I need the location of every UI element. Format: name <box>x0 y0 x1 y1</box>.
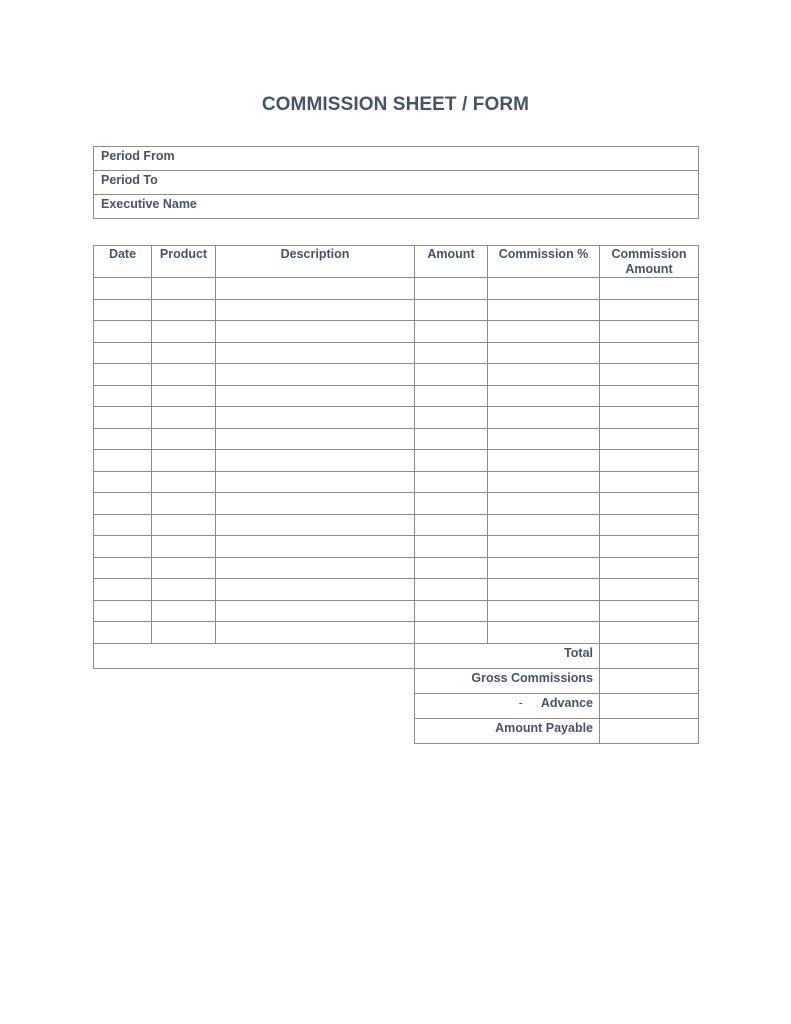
commission-pct-cell[interactable] <box>488 428 600 450</box>
commission-amount-cell[interactable] <box>600 428 699 450</box>
amount-cell[interactable] <box>415 321 488 343</box>
commission-pct-cell[interactable] <box>488 471 600 493</box>
description-cell[interactable] <box>216 536 415 558</box>
date-cell[interactable] <box>94 342 152 364</box>
gross-commissions-label: Gross Commissions <box>415 668 600 693</box>
description-cell[interactable] <box>216 407 415 429</box>
amount-cell[interactable] <box>415 622 488 644</box>
commission-amount-cell[interactable] <box>600 407 699 429</box>
amount-cell[interactable] <box>415 385 488 407</box>
description-cell[interactable] <box>216 342 415 364</box>
commission-pct-cell[interactable] <box>488 622 600 644</box>
description-cell[interactable] <box>216 622 415 644</box>
amount-cell[interactable] <box>415 514 488 536</box>
description-cell[interactable] <box>216 385 415 407</box>
commission-amount-cell[interactable] <box>600 364 699 386</box>
description-cell[interactable] <box>216 514 415 536</box>
amount-cell[interactable] <box>415 428 488 450</box>
total-label: Total <box>415 643 600 668</box>
commission-pct-cell[interactable] <box>488 299 600 321</box>
description-cell[interactable] <box>216 321 415 343</box>
amount-payable-label: Amount Payable <box>415 718 600 743</box>
table-row <box>94 342 699 364</box>
product-cell[interactable] <box>152 557 216 579</box>
commission-amount-cell[interactable] <box>600 493 699 515</box>
commission-pct-cell[interactable] <box>488 579 600 601</box>
total-row <box>94 643 699 668</box>
spacer <box>94 668 415 693</box>
commission-amount-cell[interactable] <box>600 557 699 579</box>
amount-cell[interactable] <box>415 364 488 386</box>
date-cell[interactable] <box>94 278 152 300</box>
table-row <box>94 514 699 536</box>
description-cell[interactable] <box>216 600 415 622</box>
table-row <box>94 385 699 407</box>
table-row <box>94 622 699 644</box>
amount-cell[interactable] <box>415 600 488 622</box>
period-from-field[interactable] <box>94 147 699 171</box>
table-header-row <box>94 246 699 278</box>
date-cell[interactable] <box>94 364 152 386</box>
product-header: Product <box>152 246 216 278</box>
amount-cell[interactable] <box>415 342 488 364</box>
commission-pct-cell[interactable] <box>488 364 600 386</box>
product-cell[interactable] <box>152 579 216 601</box>
description-cell[interactable] <box>216 579 415 601</box>
commission-amount-cell[interactable] <box>600 579 699 601</box>
commission-pct-header: Commission % <box>488 246 600 278</box>
table-row <box>94 493 699 515</box>
advance-value-cell[interactable] <box>600 693 699 718</box>
description-cell[interactable] <box>216 364 415 386</box>
date-cell[interactable] <box>94 321 152 343</box>
product-cell[interactable] <box>152 364 216 386</box>
table-row <box>94 321 699 343</box>
product-cell[interactable] <box>152 407 216 429</box>
product-cell[interactable] <box>152 536 216 558</box>
commission-pct-cell[interactable] <box>488 493 600 515</box>
table-row <box>94 428 699 450</box>
product-cell[interactable] <box>152 600 216 622</box>
product-cell[interactable] <box>152 385 216 407</box>
advance-label: Advance <box>540 695 593 710</box>
date-cell[interactable] <box>94 557 152 579</box>
product-cell[interactable] <box>152 278 216 300</box>
amount-cell[interactable] <box>415 407 488 429</box>
date-cell[interactable] <box>94 493 152 515</box>
commission-amount-header: Commission Amount <box>600 246 699 278</box>
product-cell[interactable] <box>152 428 216 450</box>
amount-cell[interactable] <box>415 471 488 493</box>
commission-pct-cell[interactable] <box>488 514 600 536</box>
executive-name-row <box>94 195 699 219</box>
table-row <box>94 579 699 601</box>
description-cell[interactable] <box>216 493 415 515</box>
table-row <box>94 557 699 579</box>
date-cell[interactable] <box>94 622 152 644</box>
table-row <box>94 536 699 558</box>
amount-cell[interactable] <box>415 579 488 601</box>
date-header: Date <box>94 246 152 278</box>
date-cell[interactable] <box>94 536 152 558</box>
commission-amount-cell[interactable] <box>600 471 699 493</box>
description-cell[interactable] <box>216 471 415 493</box>
period-to-label: Period To <box>101 173 158 187</box>
commission-amount-cell[interactable] <box>600 278 699 300</box>
amount-cell[interactable] <box>415 450 488 472</box>
description-cell[interactable] <box>216 428 415 450</box>
commission-amount-cell[interactable] <box>600 536 699 558</box>
date-cell[interactable] <box>94 450 152 472</box>
amount-cell[interactable] <box>415 299 488 321</box>
spacer <box>94 693 415 718</box>
executive-name-field[interactable] <box>94 195 699 219</box>
date-cell[interactable] <box>94 471 152 493</box>
period-from-row <box>94 147 699 171</box>
commission-amount-cell[interactable] <box>600 600 699 622</box>
table-row <box>94 278 699 300</box>
table-row <box>94 450 699 472</box>
advance-dash: - <box>518 695 523 710</box>
commission-pct-cell[interactable] <box>488 385 600 407</box>
advance-row <box>94 693 699 718</box>
commission-amount-cell[interactable] <box>600 622 699 644</box>
product-cell[interactable] <box>152 299 216 321</box>
commission-pct-cell[interactable] <box>488 536 600 558</box>
date-cell[interactable] <box>94 407 152 429</box>
product-cell[interactable] <box>152 514 216 536</box>
amount-cell[interactable] <box>415 278 488 300</box>
commission-amount-cell[interactable] <box>600 385 699 407</box>
commission-pct-cell[interactable] <box>488 321 600 343</box>
commission-amount-cell[interactable] <box>600 299 699 321</box>
amount-cell[interactable] <box>415 493 488 515</box>
description-cell[interactable] <box>216 299 415 321</box>
date-cell[interactable] <box>94 579 152 601</box>
commission-amount-cell[interactable] <box>600 321 699 343</box>
table-row <box>94 364 699 386</box>
table-row <box>94 471 699 493</box>
gross-commissions-row <box>94 668 699 693</box>
advance-label-cell <box>415 693 600 718</box>
description-cell[interactable] <box>216 557 415 579</box>
commission-pct-cell[interactable] <box>488 407 600 429</box>
spacer <box>94 718 415 743</box>
commission-pct-cell[interactable] <box>488 557 600 579</box>
period-from-label: Period From <box>101 149 175 163</box>
total-value-cell[interactable] <box>600 643 699 668</box>
commission-amount-cell[interactable] <box>600 342 699 364</box>
period-to-field[interactable] <box>94 171 699 195</box>
commission-pct-cell[interactable] <box>488 342 600 364</box>
commission-pct-cell[interactable] <box>488 278 600 300</box>
commission-table <box>93 245 699 744</box>
description-cell[interactable] <box>216 450 415 472</box>
page-title: COMMISSION SHEET / FORM <box>261 94 530 115</box>
date-cell[interactable] <box>94 385 152 407</box>
amount-header: Amount <box>415 246 488 278</box>
product-cell[interactable] <box>152 321 216 343</box>
amount-cell[interactable] <box>415 536 488 558</box>
product-cell[interactable] <box>152 471 216 493</box>
table-row <box>94 299 699 321</box>
commission-pct-cell[interactable] <box>488 450 600 472</box>
table-row <box>94 600 699 622</box>
header-info-table <box>93 146 699 219</box>
amount-payable-row <box>94 718 699 743</box>
commission-amount-cell[interactable] <box>600 450 699 472</box>
period-to-row <box>94 171 699 195</box>
date-cell[interactable] <box>94 600 152 622</box>
gross-commissions-value-cell[interactable] <box>600 668 699 693</box>
product-cell[interactable] <box>152 493 216 515</box>
total-row-blank <box>94 643 415 668</box>
table-row <box>94 407 699 429</box>
product-cell[interactable] <box>152 450 216 472</box>
description-cell[interactable] <box>216 278 415 300</box>
amount-cell[interactable] <box>415 557 488 579</box>
table-body <box>94 278 699 644</box>
date-cell[interactable] <box>94 428 152 450</box>
description-header: Description <box>216 246 415 278</box>
product-cell[interactable] <box>152 342 216 364</box>
amount-payable-value-cell[interactable] <box>600 718 699 743</box>
date-cell[interactable] <box>94 299 152 321</box>
product-cell[interactable] <box>152 622 216 644</box>
executive-name-label: Executive Name <box>101 197 197 211</box>
date-cell[interactable] <box>94 514 152 536</box>
commission-pct-cell[interactable] <box>488 600 600 622</box>
commission-amount-cell[interactable] <box>600 514 699 536</box>
